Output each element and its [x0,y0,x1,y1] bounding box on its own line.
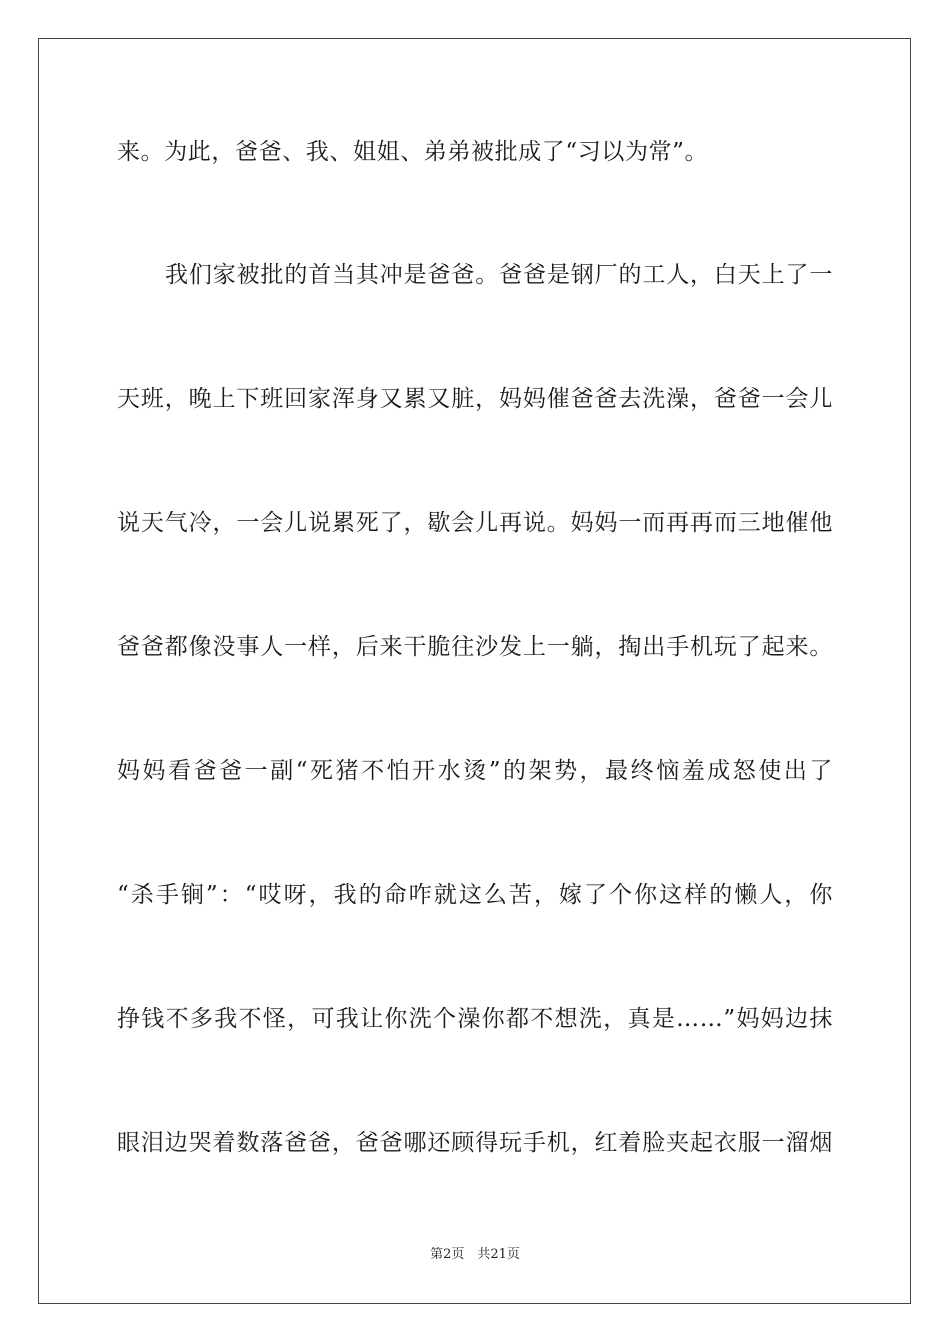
text-line-7: “杀手锏”：“哎呀，我的命咋就这么苦，嫁了个你这样的懒人，你 [117,882,833,908]
text-line-1: 来。为此，爸爸、我、姐姐、弟弟被批成了“习以为常”。 [117,139,709,165]
text-line-9: 眼泪边哭着数落爸爸，爸爸哪还顾得玩手机，红着脸夹起衣服一溜烟 [117,1130,833,1156]
text-line-5: 爸爸都像没事人一样，后来干脆往沙发上一躺，掏出手机玩了起来。 [117,634,833,660]
page-number-footer: 第2页 共21页 [430,1247,520,1262]
page-frame [38,38,911,1304]
text-line-3: 天班，晚上下班回家浑身又累又脏，妈妈催爸爸去洗澡，爸爸一会儿 [117,386,833,412]
text-line-2: 我们家被批的首当其冲是爸爸。爸爸是钢厂的工人，白天上了一 [165,262,833,288]
text-line-8: 挣钱不多我不怪，可我让你洗个澡你都不想洗，真是……”妈妈边抹 [117,1006,833,1032]
text-line-6: 妈妈看爸爸一副“死猪不怕开水烫”的架势，最终恼羞成怒使出了 [117,758,833,784]
text-line-4: 说天气冷，一会儿说累死了，歇会儿再说。妈妈一而再再而三地催他 [117,510,833,536]
